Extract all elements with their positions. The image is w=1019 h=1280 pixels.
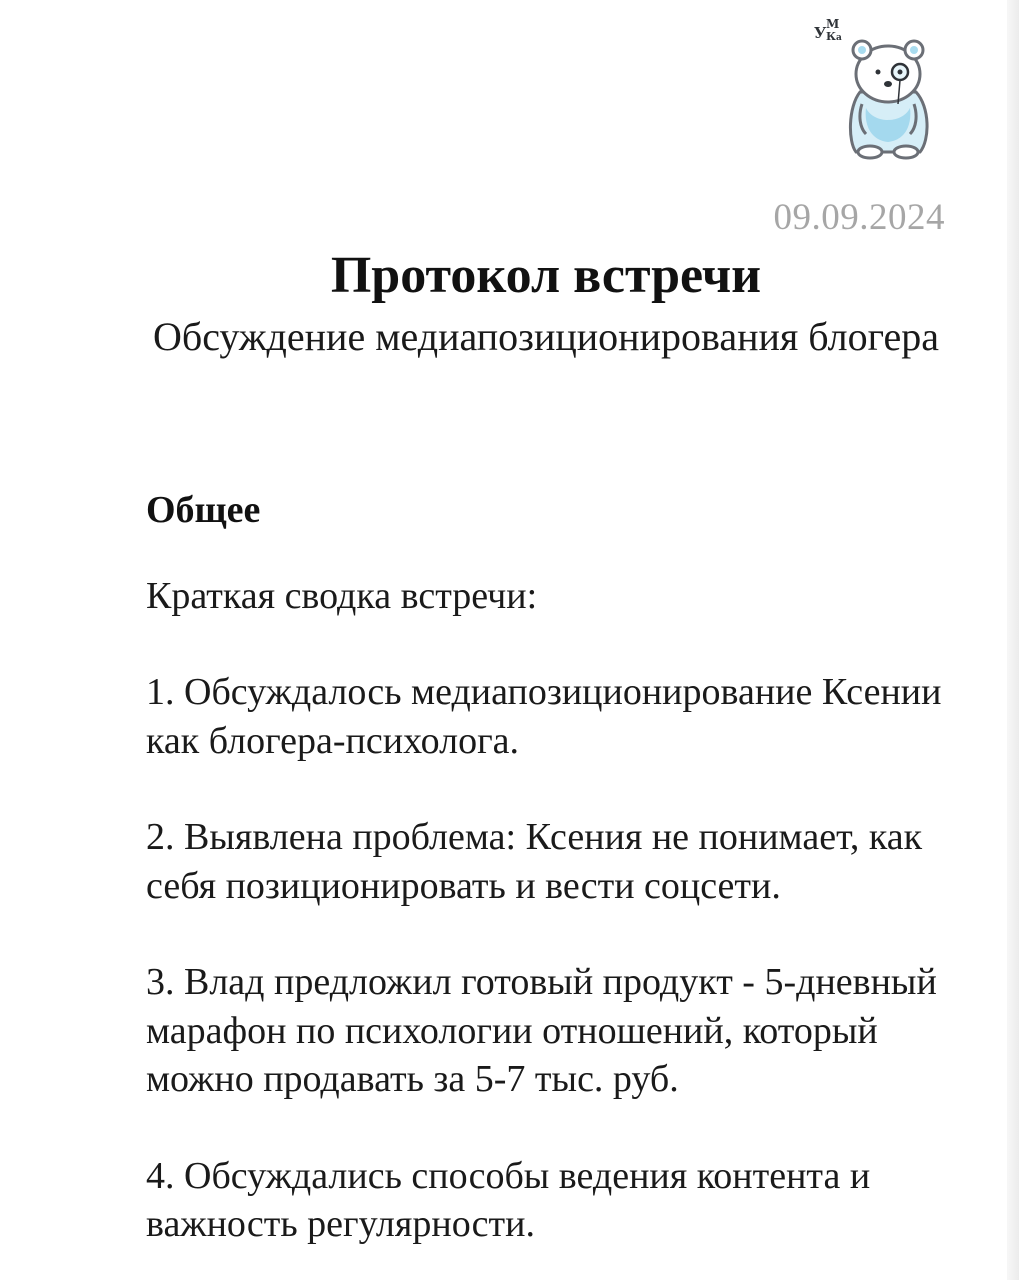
document-title: Протокол встречи: [330, 247, 762, 304]
summary-list: [146, 668, 976, 1280]
svg-text:а: а: [836, 33, 842, 43]
list-item: 3. Влад предложил готовый продукт - 5-дневный марафон по психологии отношений, который можно продавать за 5-7 тыс. руб.: [146, 961, 937, 1100]
svg-text:У: У: [814, 24, 827, 42]
svg-text:М: М: [826, 17, 840, 31]
page-edge: [1007, 0, 1019, 1280]
summary-label: Краткая сводка встречи:: [146, 575, 538, 617]
svg-text:К: К: [826, 30, 837, 43]
list-item: 1. Обсуждалось медиапозиционирование Ксении как блогера-психолога.: [146, 671, 942, 762]
polar-bear-logo-icon: [808, 12, 948, 162]
document-subtitle: Обсуждение медиапозиционирования блогера: [152, 314, 940, 359]
list-item: 2. Выявлена проблема: Ксения не понимает, как себя позиционировать и вести соцсети.: [146, 816, 923, 907]
section-heading: Общее: [146, 489, 261, 531]
list-item: 4. Обсуждались способы ведения контента и важность регулярности.: [146, 1154, 871, 1245]
document-date: 09.09.2024: [773, 197, 945, 238]
